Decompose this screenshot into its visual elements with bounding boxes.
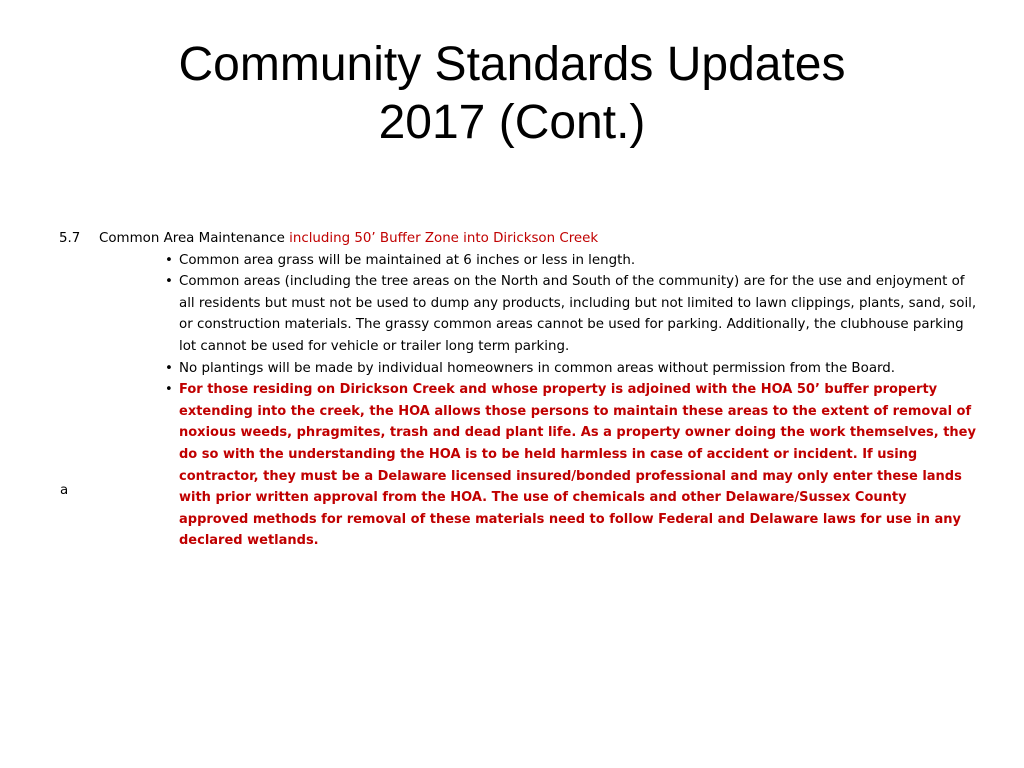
slide-body <box>59 228 979 552</box>
bullet-list <box>59 250 979 552</box>
bullet-text: For those residing on Dirickson Creek and whose property is adjoined with the HOA 50’ buffer property extending into the creek, the HOA allows those persons to maintain these areas to the extent of removal of noxious weeds, phragmites, trash and dead plant life. As a property owner doing the work themselves, they do so with the understanding the HOA is to be held harmless in case of accident or incident. If using contractor, they must be a Delaware licensed insured/bonded professional and may only enter these lands with prior written approval from the HOA. The use of chemicals and other Delaware/Sussex County approved methods for removal of these materials need to follow Federal and Delaware laws for use in any declared wetlands. <box>179 382 976 549</box>
title-line-1: Community Standards Updates <box>178 38 846 91</box>
section-heading-addition: including 50’ Buffer Zone into Dirickson Creek <box>289 231 599 246</box>
bullet-item-buffer-zone <box>165 379 979 552</box>
section-heading <box>59 228 979 250</box>
margin-marker: a <box>60 483 69 498</box>
bullet-icon: • <box>165 274 173 290</box>
slide-title <box>0 36 1024 152</box>
bullet-icon: • <box>165 360 173 376</box>
bullet-item <box>165 271 979 357</box>
section-heading-text: Common Area Maintenance <box>99 231 285 246</box>
bullet-text: No plantings will be made by individual homeowners in common areas without permission from the Board. <box>179 360 896 376</box>
bullet-text: Common area grass will be maintained at 6 inches or less in length. <box>179 252 636 268</box>
bullet-icon: • <box>165 382 173 398</box>
bullet-icon: • <box>165 252 173 268</box>
bullet-text: Common areas (including the tree areas on the North and South of the community) are for the use and enjoyment of all residents but must not be used to dump any products, including but not limited to lawn clippings, plants, sand, soil, or construction materials. The grassy common areas cannot be used for parking. Additionally, the clubhouse parking lot cannot be used for vehicle or trailer long term parking. <box>179 274 977 354</box>
bullet-item <box>165 250 979 272</box>
title-line-2: 2017 (Cont.) <box>378 96 646 149</box>
section-number: 5.7 <box>59 231 81 246</box>
bullet-item <box>165 358 979 380</box>
